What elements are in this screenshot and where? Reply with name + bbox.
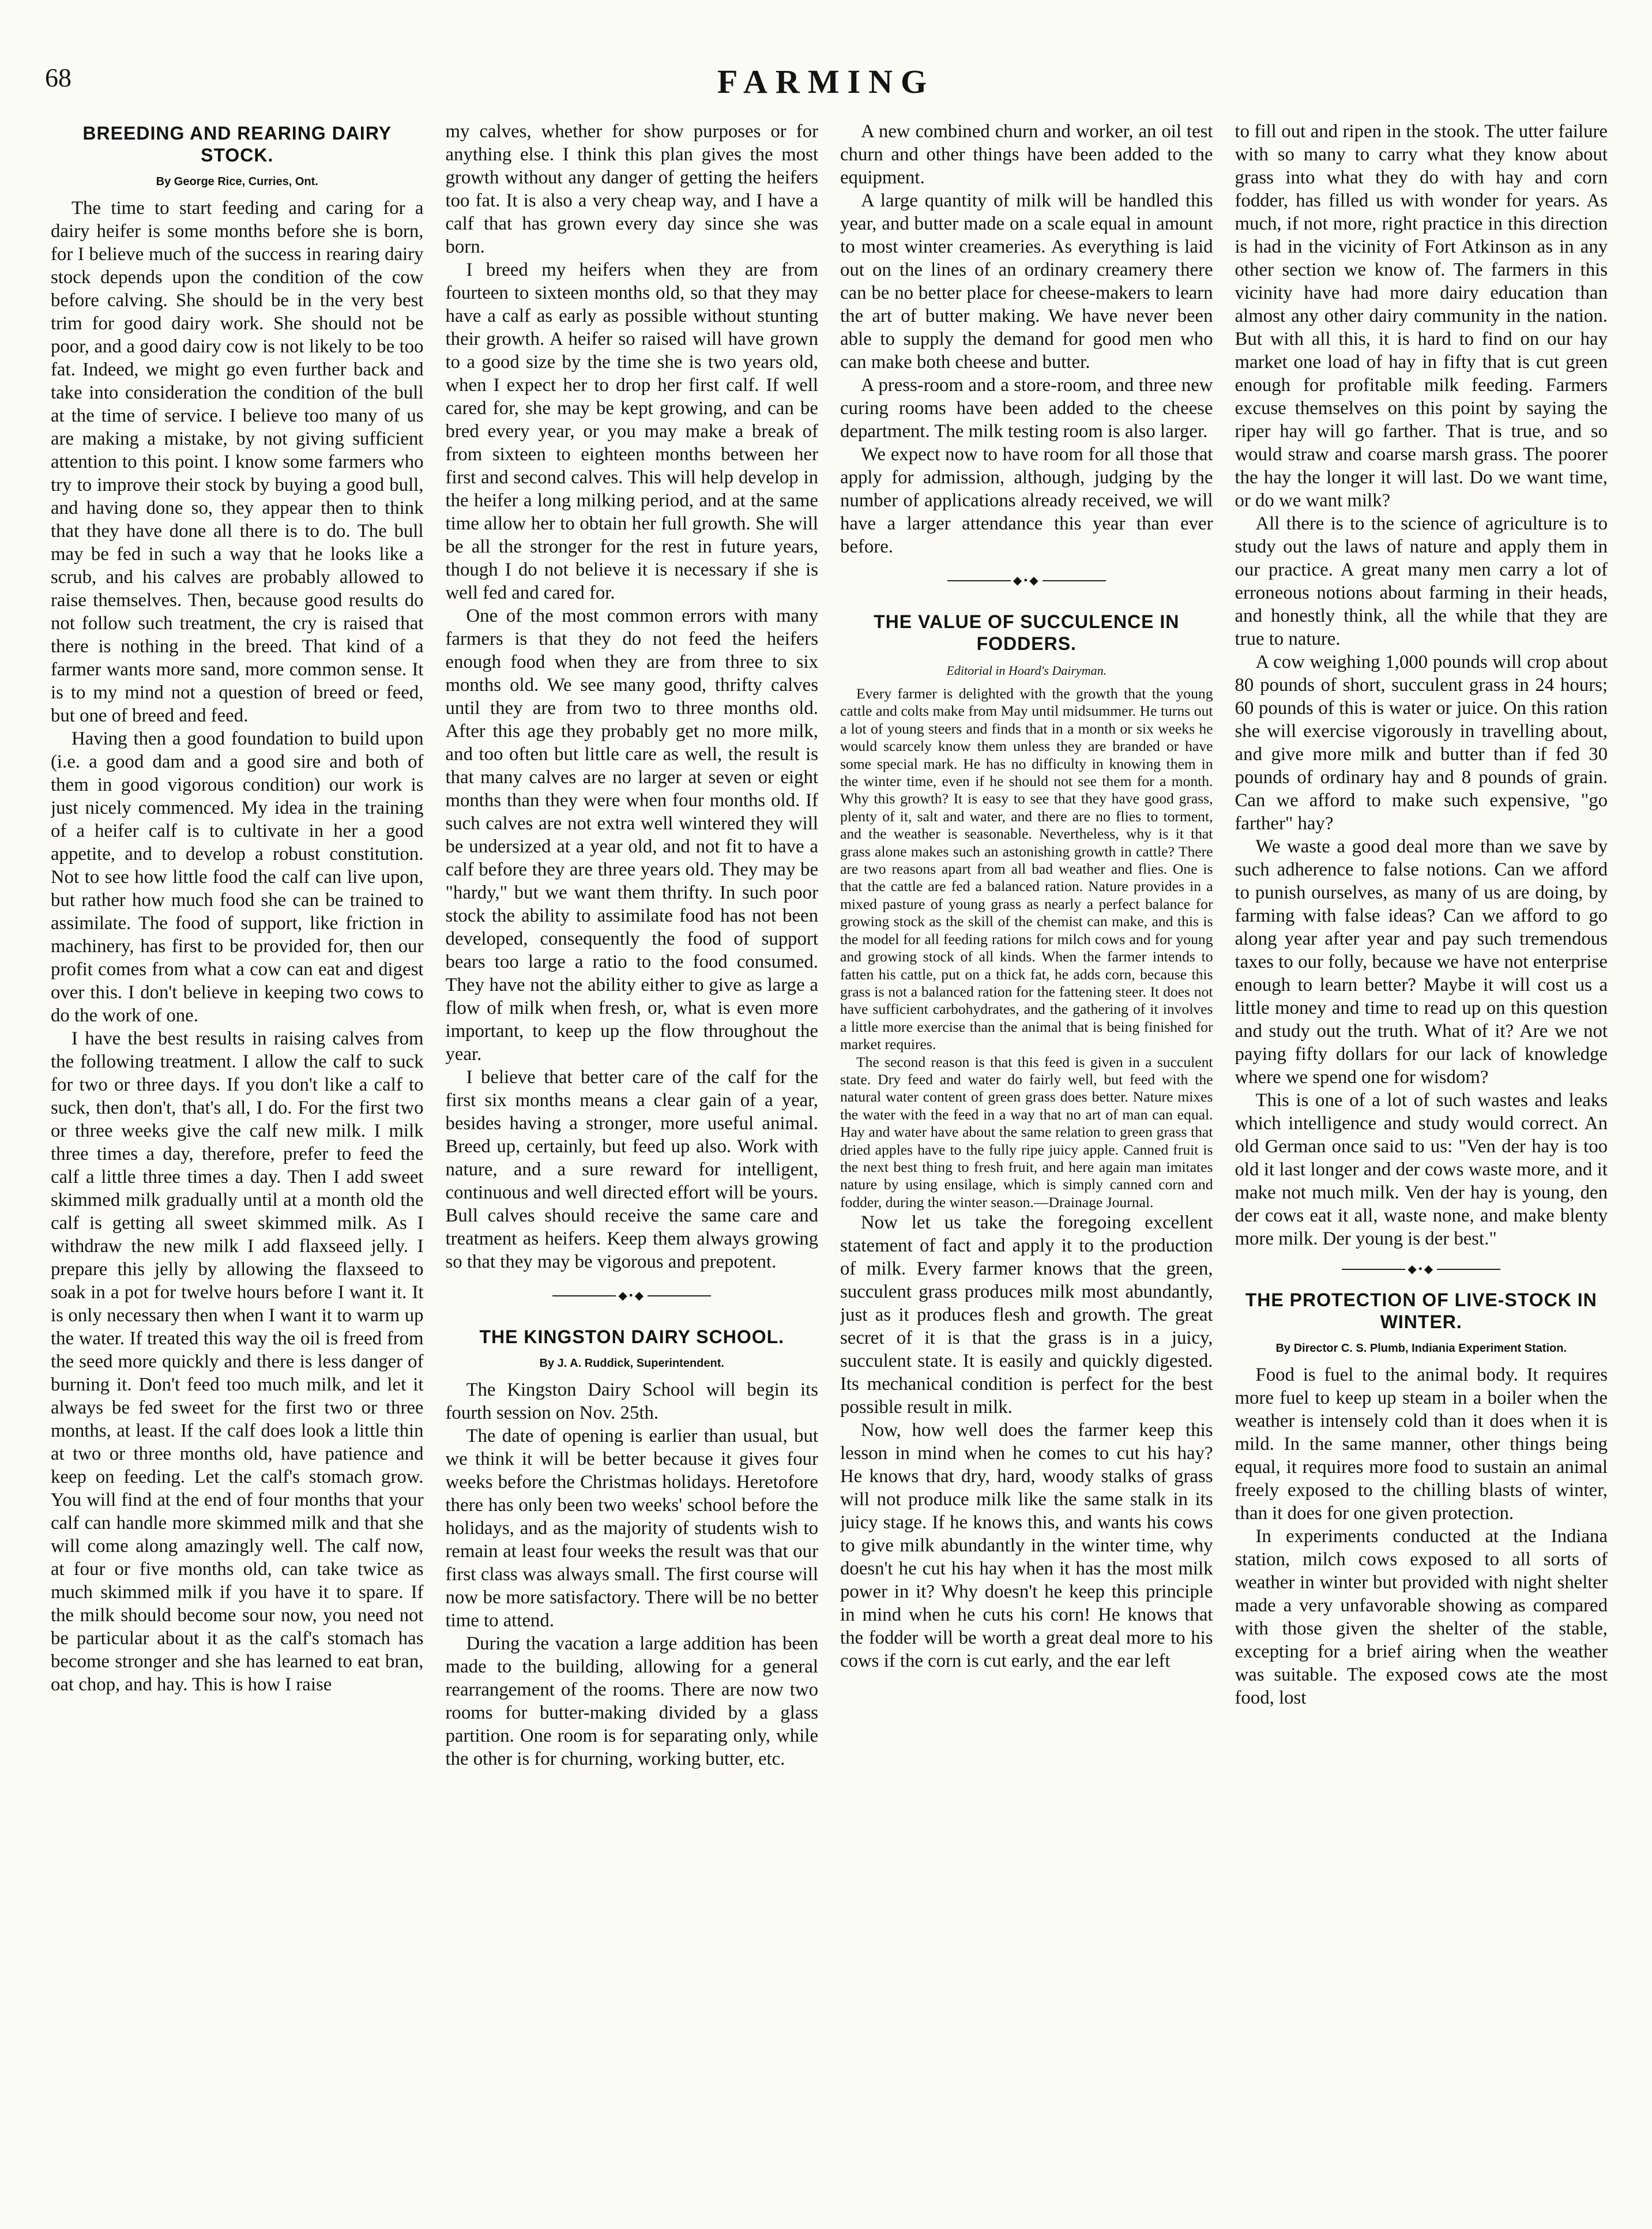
divider-ornament: ◆•◆ <box>1408 1263 1435 1276</box>
quoted-paragraph: Every farmer is delighted with the growth that the young cattle and colts make from May until midsummer. He turns out a lot of young steers and finds that in a month or six weeks he would scarcely know them unless they are branded or have some special mark. He has no difficulty in knowing them in the winter time, even if he should not see them for a month. Why this growth? It is easy to see that they have good grass, plenty of it, salt and water, and there are no flies to torment, and the weather is seasonable. Nevertheless, why is it that grass alone makes such an astonishing growth in cattle? There are two reasons apart from all bad weather and flies. One is that the cattle are fed a balanced ration. Nature provides in a mixed pasture of young grass as nearly a perfect balance for growing stock as the skill of the chemist can make, and this is the model for all feeding rations for milch cows and for young and growing stock of all kinds. When the farmer intends to fatten his cattle, put on a thick fat, he adds corn, because this grass is not a balanced ration for the fattening steer. It does not have sufficient carbohydrates, and the gathering of it involves a little more exercise than the animal that is being finished for market requires. <box>840 685 1213 1053</box>
paragraph: Now let us take the foregoing excellent statement of fact and apply it to the production of milk. Every farmer knows that the green, succulent grass produces milk most abundantly, just as it produces flesh and growth. The great secret of it is that the grass is in a juicy, succulent state. It is easily and quickly digested. Its mechanical condition is perfect for the best possible result in milk. <box>840 1212 1213 1418</box>
article-title-breeding: BREEDING AND REARING DAIRY STOCK. <box>82 123 392 166</box>
article-byline-kingston: By J. A. Ruddick, Superintendent. <box>539 1357 724 1370</box>
paragraph: I breed my heifers when they are from fourteen to sixteen months old, so that they may have a calf as early as possible without stunting their growth. A heifer so raised will have grown to a good size by the time she is two years old, when I expect her to drop her first calf. If well cared for, she may be kept growing, and can be bred every year, or you may make a break of from sixteen to eighteen months between her first and second calves. This will help develop in the heifer a long milking period, and at the same time allow her to obtain her full growth. She will be all the stronger for the rest in future years, though I do not believe it is necessary if she is well fed and cared for. <box>445 260 818 603</box>
column-2 <box>446 120 819 2208</box>
paragraph: The date of opening is earlier than usual, but we think it will be better because it gives four weeks before the Christmas holidays. Heretofore there has only been two weeks' school before the holidays, and as the majority of students wish to remain at least four weeks the result was that our first class was always small. The first course will now be more satisfactory. There will be no better time to attend. <box>445 1426 818 1631</box>
paragraph: Having then a good foundation to build upon (i.e. a good dam and a good sire and both of them in good vigorous condition) our work is just nicely commenced. My idea in the training of a heifer calf is to cultivate in her a good appetite, and to develop a robust constitution. Not to see how little food the calf can live upon, but rather how much food she can be trained to assimilate. The food of support, like friction in machinery, has first to be provided for, then our profit comes from what a cow can eat and digest over this. I don't believe in keeping two cows to do the work of one. <box>51 728 424 1026</box>
paragraph: During the vacation a large addition has been made to the building, allowing for a general rearrangement of the rooms. There are now two rooms for butter-making divided by a glass partition. One room is for separating only, while the other is for churning, working butter, etc. <box>445 1633 818 1769</box>
section-divider <box>446 1288 819 1303</box>
paragraph: All there is to the science of agriculture is to study out the laws of nature and apply them in our practice. A great many men carry a lot of erroneous notions about farming in their heads, and honestly think, all the while that they are true to nature. <box>1235 513 1608 649</box>
text-columns <box>51 120 1608 2208</box>
paragraph: We expect now to have room for all those that apply for admission, although, judging by the number of applications already received, we will have a larger attendance this year than ever before. <box>840 444 1213 557</box>
article-byline-succulence: Editorial in Hoard's Dairyman. <box>946 663 1107 678</box>
column-3 <box>840 120 1213 2208</box>
article-title-protection: THE PROTECTION OF LIVE-STOCK IN WINTER. <box>1245 1290 1597 1332</box>
section-divider <box>840 573 1213 588</box>
article-title-succulence: THE VALUE OF SUCCULENCE IN FODDERS. <box>874 611 1180 654</box>
paragraph: The time to start feeding and caring for a dairy heifer is some months before she is born, for I believe much of the success in rearing dairy stock depends upon the condition of the cow before calving. She should be in the very best trim for good dairy work. She should not be poor, and a good dairy cow is not likely to be too fat. Indeed, we might go even further back and take into consideration the condition of the bull at the time of service. I believe too many of us are making a mistake, by not giving sufficient attention to this point. I know some farmers who try to improve their stock by buying a good bull, and having done so, they appear then to think that they have done all there is to do. The bull may be fed in such a way that he looks like a scrub, and his calves are probably allowed to raise themselves. Then, because good results do not follow such treatment, the cry is raised that there is nothing in the breed. That kind of a farmer wants more sand, more common sense. It is to my mind not a question of breed or feed, but one of breed and feed. <box>51 198 424 726</box>
article-title-kingston: THE KINGSTON DAIRY SCHOOL. <box>479 1326 785 1347</box>
article-byline-protection: By Director C. S. Plumb, Indiania Experiment Station. <box>1275 1342 1567 1355</box>
page-number: 68 <box>45 63 72 92</box>
column-1 <box>51 120 424 2208</box>
paragraph: A large quantity of milk will be handled this year, and butter made on a scale equal in amount to most winter creameries. As everything is laid out on the lines of an ordinary creamery there can be no better place for cheese-makers to learn the art of butter making. We have never been able to supply the demand for good men who can make both cheese and butter. <box>840 190 1213 373</box>
paragraph: Now, how well does the farmer keep this lesson in mind when he comes to cut his hay? He knows that dry, hard, woody stalks of grass will not produce milk like the same stalk in its juicy stage. If he knows this, and wants his cows to give milk abundantly in the winter time, why doesn't he cut his hay when it has the most milk power in it? Why doesn't he keep this principle in mind when he cuts his corn! He knows that the fodder will be worth a great deal more to his cows if the corn is cut early, and the ear left <box>840 1420 1213 1672</box>
quoted-paragraph: The second reason is that this feed is given in a succulent state. Dry feed and water do fairly well, but feed with the natural water content of green grass does better. Nature mixes the water with the feed in a way that no art of man can equal. Hay and water have about the same relation to green grass that dried apples have to the fully ripe juicy apple. Canned fruit is the next best thing to fresh fruit, and here again man imitates nature by using ensilage, which is simply canned corn and fodder, during the winter season.—Drainage Journal. <box>840 1053 1213 1211</box>
divider-ornament: ◆•◆ <box>618 1290 646 1302</box>
paragraph: to fill out and ripen in the stook. The utter failure with so many to carry what they know about grass into what they do with hay and corn fodder, has filled us with wonder for years. As much, if not more, right practice in this direction is had in the vicinity of Fort Atkinson as in any other section we know of. The farmers in this vicinity have had more dairy education than almost any other dairy community in the nation. But with all this, it is hard to find on our hay market one load of hay in fifty that is cut green enough for profitable milk feeding. Farmers excuse themselves on this point by saying the riper hay will go farther. That is true, and so would straw and coarse marsh grass. The poorer the hay the longer it will last. Do we want time, or do we want milk? <box>1235 121 1608 511</box>
paragraph: A press-room and a store-room, and three new curing rooms have been added to the cheese department. The milk testing room is also larger. <box>840 375 1213 442</box>
masthead: FARMING <box>717 63 935 100</box>
paragraph: A cow weighing 1,000 pounds will crop about 80 pounds of short, succulent grass in 24 hours; 60 pounds of this is water or juice. On this ration she will exercise vigorously in travelling about, and give more milk and butter than if fed 30 pounds of ordinary hay and 8 pounds of grain. Can we afford to make such expensive, "go farther" hay? <box>1235 652 1608 834</box>
paragraph: my calves, whether for show purposes or for anything else. I think this plan gives the most growth without any danger of getting the heifers too fat. It is also a very cheap way, and I have a calf that has grown every day since she was born. <box>445 121 818 257</box>
divider-ornament: ◆•◆ <box>1013 574 1040 587</box>
paragraph: Food is fuel to the animal body. It requires more fuel to keep up steam in a boiler when the weather is intensely cold than it does when it is mild. In the same manner, other things being equal, it requires more food to sustain an animal freely exposed to the chilling blasts of winter, than it does for one given protection. <box>1235 1365 1608 1524</box>
column-4 <box>1235 120 1608 2208</box>
paragraph: In experiments conducted at the Indiana station, milch cows exposed to all sorts of weather in winter but provided with night shelter made a very unfavorable showing as compared with those given the shelter of the stable, excepting for a brief airing when the weather was suitable. The exposed cows ate the most food, lost <box>1235 1526 1608 1708</box>
paragraph: I believe that better care of the calf for the first six months means a clear gain of a year, besides having a stronger, more useful animal. Breed up, certainly, but feed up also. Work with nature, and a sure reward for intelligent, continuous and well directed effort will be yours. Bull calves should receive the same care and treatment as heifers. Keep them always growing so that they may be vigorous and prepotent. <box>445 1067 818 1272</box>
section-divider <box>1235 1262 1608 1276</box>
paragraph: The Kingston Dairy School will begin its fourth session on Nov. 25th. <box>445 1380 818 1423</box>
paragraph: We waste a good deal more than we save by such adherence to false notions. Can we afford to punish ourselves, as many of us are doing, by farming with false ideas? Can we afford to go along year after year and pay such tremendous taxes to our folly, because we have not enterprise enough to learn better? Maybe it will cost us a little money and time to read up on this question and study out the truth. What of it? Are we not paying fifty dollars for our lack of knowledge where we spend one for wisdom? <box>1235 836 1608 1088</box>
paragraph: A new combined churn and worker, an oil test churn and other things have been added to the equipment. <box>840 121 1213 188</box>
paragraph: I have the best results in raising calves from the following treatment. I allow the calf to suck for two or three days. If you don't like a calf to suck, then don't, that's all, I do. For the first two or three weeks give the calf new milk. I milk three times a day, therefore, prefer to feed the calf a little three times a day. Then I add sweet skimmed milk gradually until at a month old the calf is getting all sweet skimmed milk. As I withdraw the new milk I add flaxseed jelly. I prepare this jelly by allowing the flaxseed to soak in a pot for twelve hours before I want it. It is only necessary then when I want it to warm up the water. If treated this way the oil is freed from the seed more quickly and there is less danger of burning it. Don't feed too much milk, and let it always be fed sweet for the first two or three months, at least. If the calf does look a little thin at two or three months old, have patience and keep on feeding. Let the calf's stomach grow. You will find at the end of four months that your calf can handle more skimmed milk and that she will come along amazingly well. The calf now, at four or five months old, can take twice as much skimmed milk if you have it to spare. If the milk should become sour now, you need not be particular about it as the calf's stomach has become stronger and she has learned to eat bran, oat chop, and hay. This is how I raise <box>51 1028 424 1695</box>
paragraph: One of the most common errors with many farmers is that they do not feed the heifers enough food when they are from three to six months old. We see many good, thrifty calves until they are from two to three months old. After this age they probably get no more milk, and too often but little care as well, the result is that many calves are no larger at seven or eight months than they were when four months old. If such calves are not extra well wintered they will be undersized at a year old, and not fit to have a calf before they are three years old. They may be "hardy," but we want them thrifty. In such poor stock the ability to assimilate food has not been developed, consequently the food of support bears too large a ratio to the food consumed. They have not the ability either to give as large a flow of milk when fresh, or, what is even more important, to keep up the flow throughout the year. <box>445 606 818 1065</box>
article-byline-breeding: By George Rice, Curries, Ont. <box>156 175 318 188</box>
paragraph: This is one of a lot of such wastes and leaks which intelligence and study would correct. An old German once said to us: "Ven der hay is too old it last longer and der cows waste more, and it make not much milk. Ven der hay is young, den der cows eat it all, waste none, and make blenty more milk. Der young is der best." <box>1235 1090 1608 1249</box>
